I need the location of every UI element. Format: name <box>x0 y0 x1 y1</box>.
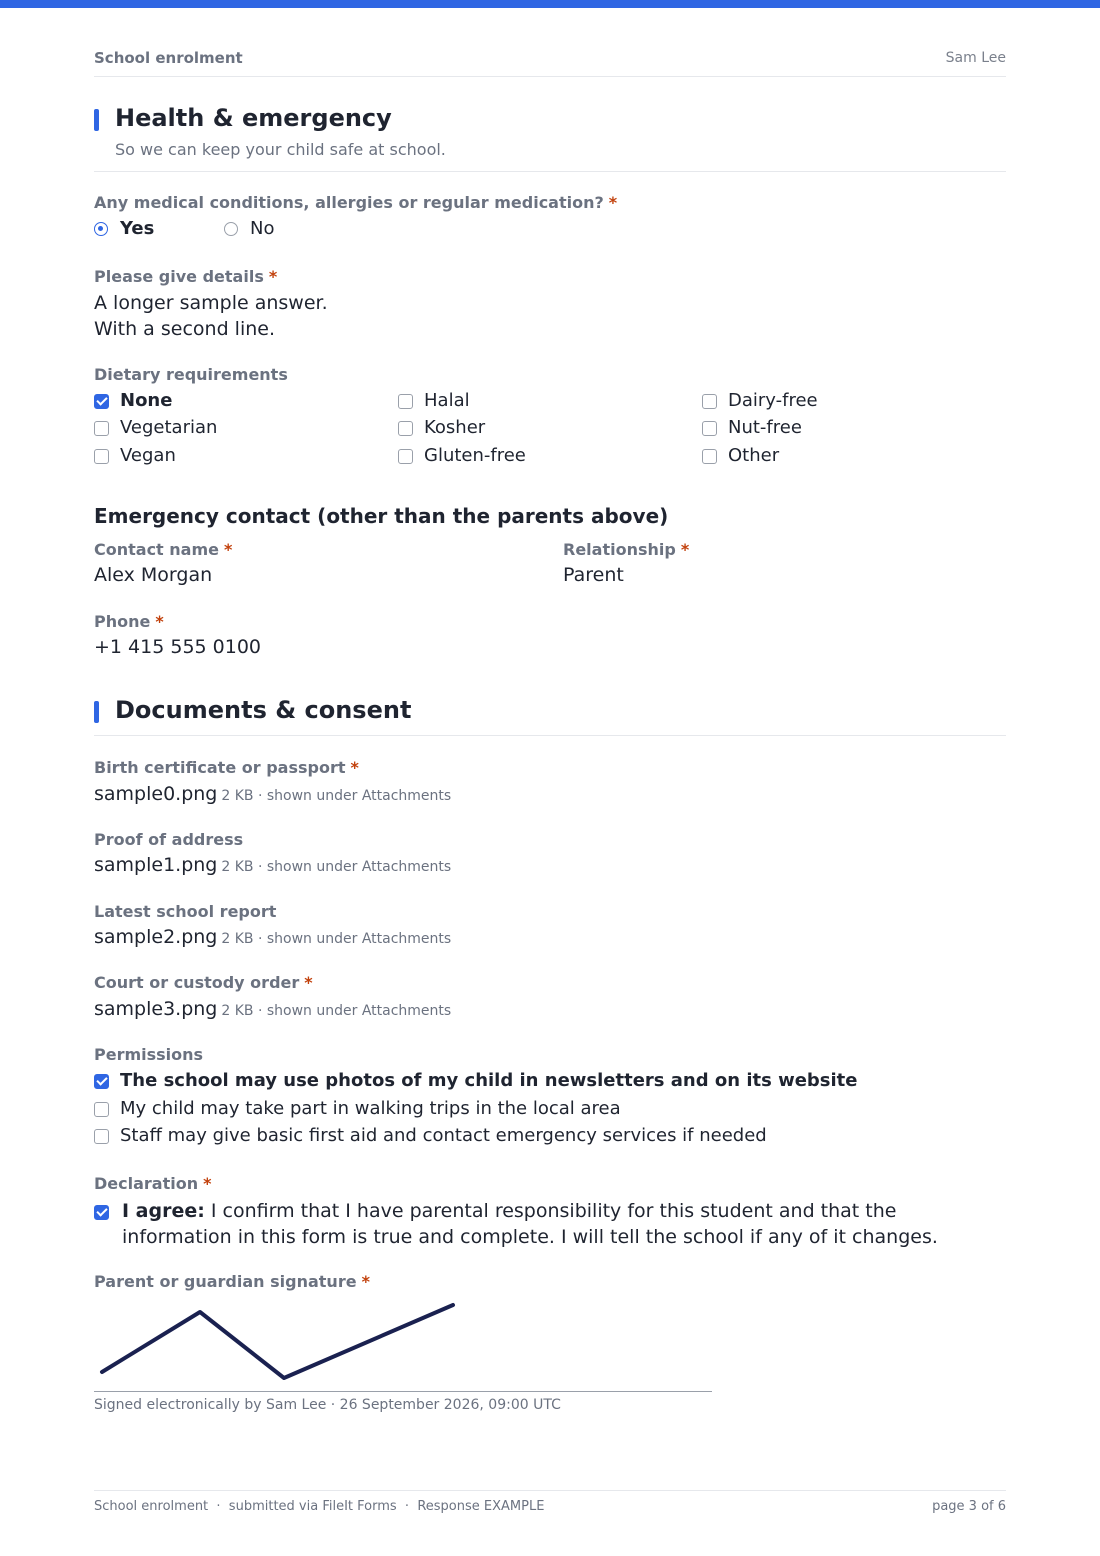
section-accent-bar <box>94 109 99 131</box>
declaration-body: I confirm that I have parental responsibility for this student and that the information in this form is true and complete. I will tell the school if any of it changes. <box>122 1200 938 1248</box>
option-label: Gluten-free <box>424 445 526 466</box>
option-label: None <box>120 390 173 411</box>
signature-drawing <box>94 1298 712 1388</box>
option-label: Vegan <box>120 445 176 466</box>
file-label: Proof of address <box>94 830 244 849</box>
file-name: sample2.png <box>94 926 218 948</box>
checkbox-icon <box>702 421 717 436</box>
option-label: Halal <box>424 390 470 411</box>
section-accent-bar <box>94 701 99 723</box>
radio-label: No <box>250 218 275 239</box>
signature-stroke <box>102 1305 453 1378</box>
file-label: Latest school report <box>94 902 277 921</box>
contact-name-value: Alex Morgan <box>94 564 213 586</box>
file-meta: 2 KB · shown under Attachments <box>221 788 452 804</box>
option-label: Staff may give basic first aid and contact emergency services if needed <box>120 1125 767 1146</box>
details-line: With a second line. <box>94 318 275 340</box>
option-label: My child may take part in walking trips in the local area <box>120 1098 621 1119</box>
section-title: Health & emergency <box>115 104 392 132</box>
file-meta: 2 KB · shown under Attachments <box>221 859 452 875</box>
section-divider <box>94 171 1006 172</box>
declaration-text <box>122 1198 1006 1250</box>
emergency-contact-heading: Emergency contact (other than the parents above) <box>94 504 669 528</box>
page-footer <box>94 1490 1006 1514</box>
signature-line <box>94 1391 712 1392</box>
file-attachment[interactable] <box>94 998 451 1020</box>
checkbox-icon <box>398 421 413 436</box>
required-mark: * <box>608 193 618 212</box>
top-accent-bar <box>0 0 1100 8</box>
checkbox-icon <box>398 394 413 409</box>
checkbox-checked-icon <box>94 1205 109 1220</box>
checkbox-icon <box>702 449 717 464</box>
checkbox-checked-icon <box>94 1074 109 1089</box>
file-attachment[interactable] <box>94 854 451 876</box>
required-mark: * <box>223 540 233 559</box>
file-attachment[interactable] <box>94 783 451 805</box>
checkbox-icon <box>94 421 109 436</box>
file-attachment[interactable] <box>94 926 451 948</box>
section-title: Documents & consent <box>115 696 412 724</box>
file-meta: 2 KB · shown under Attachments <box>221 1003 452 1019</box>
dietary-label: Dietary requirements <box>94 365 288 384</box>
contact-name-label: Contact name * <box>94 540 233 559</box>
signature-caption: Signed electronically by Sam Lee · 26 September 2026, 09:00 UTC <box>94 1397 561 1413</box>
details-line: A longer sample answer. <box>94 292 328 314</box>
signature-label: Parent or guardian signature * <box>94 1272 370 1291</box>
required-mark: * <box>268 267 278 286</box>
checkbox-icon <box>94 1129 109 1144</box>
permissions-label: Permissions <box>94 1045 204 1064</box>
file-label: Birth certificate or passport * <box>94 758 359 777</box>
file-name: sample0.png <box>94 783 218 805</box>
section-divider <box>94 735 1006 736</box>
option-label: Other <box>728 445 780 466</box>
checkbox-icon <box>94 449 109 464</box>
required-mark: * <box>350 758 359 777</box>
required-mark: * <box>361 1272 370 1291</box>
medical-question-label: Any medical conditions, allergies or regular medication? * <box>94 193 618 212</box>
file-name: sample3.png <box>94 998 218 1020</box>
radio-selected-icon <box>94 222 108 236</box>
relationship-label: Relationship * <box>563 540 690 559</box>
agree-label: I agree: <box>122 1200 205 1222</box>
phone-label: Phone * <box>94 612 164 631</box>
section-subtitle: So we can keep your child safe at school. <box>115 140 446 159</box>
form-title: School enrolment <box>94 49 243 67</box>
radio-label: Yes <box>120 218 155 239</box>
required-mark: * <box>680 540 690 559</box>
radio-empty-icon <box>224 222 238 236</box>
page-number: page 3 of 6 <box>932 1499 1006 1514</box>
file-label: Court or custody order * <box>94 973 313 992</box>
option-label: Nut-free <box>728 417 802 438</box>
option-label: Dairy-free <box>728 390 818 411</box>
checkbox-checked-icon <box>94 394 109 409</box>
page-header <box>94 49 1006 77</box>
option-label: The school may use photos of my child in newsletters and on its website <box>120 1070 858 1091</box>
required-mark: * <box>304 973 313 992</box>
footer-text: School enrolment · submitted via FileIt Forms · Response EXAMPLE <box>94 1499 545 1514</box>
required-mark: * <box>155 612 164 631</box>
phone-value: +1 415 555 0100 <box>94 636 262 658</box>
details-value <box>94 290 328 342</box>
checkbox-icon <box>398 449 413 464</box>
option-label: Kosher <box>424 417 486 438</box>
file-name: sample1.png <box>94 854 218 876</box>
user-name: Sam Lee <box>945 50 1006 66</box>
file-meta: 2 KB · shown under Attachments <box>221 931 452 947</box>
relationship-value: Parent <box>563 564 624 586</box>
checkbox-icon <box>702 394 717 409</box>
option-label: Vegetarian <box>120 417 218 438</box>
required-mark: * <box>203 1174 212 1193</box>
checkbox-icon <box>94 1102 109 1117</box>
declaration-label: Declaration * <box>94 1174 212 1193</box>
details-label: Please give details * <box>94 267 278 286</box>
